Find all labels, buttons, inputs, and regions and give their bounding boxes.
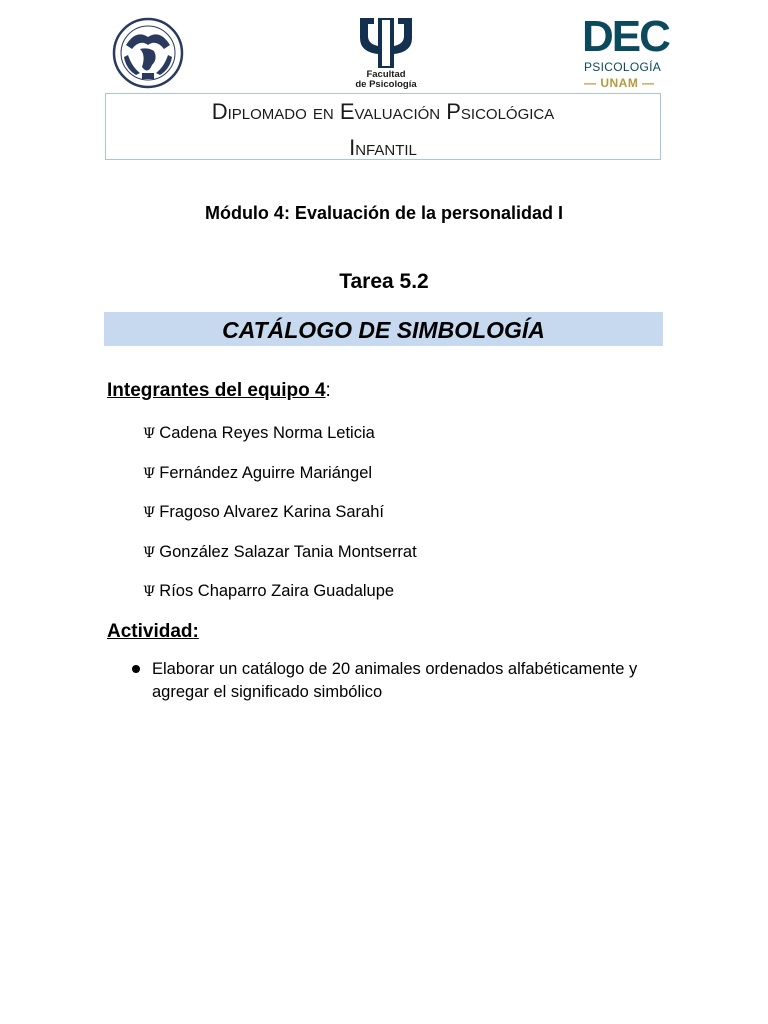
- catalog-banner: CATÁLOGO DE SIMBOLOGÍA: [104, 312, 663, 346]
- dec-wordmark: DEC: [582, 12, 669, 61]
- team-heading-label: Integrantes del equipo 4: [107, 380, 326, 401]
- psi-bullet-icon: Ψ: [143, 465, 156, 482]
- team-members-list: [143, 422, 417, 620]
- psi-bullet-icon: Ψ: [143, 584, 156, 600]
- psi-bullet-icon: Ψ: [143, 544, 156, 561]
- title-line-2: Infantil: [349, 135, 417, 160]
- dec-psicologia-label: PSICOLOGÍA: [584, 60, 662, 74]
- module-heading: Módulo 4: Evaluación de la personalidad I: [204, 203, 564, 223]
- member-name: Fernández Aguirre Mariángel: [159, 463, 373, 482]
- task-heading: Tarea 5.2: [339, 270, 429, 293]
- unam-seal-logo: [112, 15, 184, 91]
- member-name: Ríos Chaparro Zaira Guadalupe: [159, 582, 395, 600]
- bullet-dot-icon: [132, 665, 140, 673]
- activity-heading: [107, 621, 199, 643]
- psi-bullet-icon: Ψ: [143, 505, 156, 521]
- member-name: González Salazar Tania Montserrat: [159, 542, 417, 561]
- activity-item: [132, 658, 672, 704]
- list-item: [143, 541, 417, 581]
- list-item: [143, 462, 417, 502]
- member-name: Fragoso Alvarez Karina Sarahí: [159, 503, 384, 521]
- psicologia-label: de Psicología: [355, 79, 417, 90]
- team-heading: [107, 380, 331, 402]
- member-name: Cadena Reyes Norma Leticia: [159, 424, 375, 442]
- activity-heading-label: Actividad:: [107, 621, 199, 642]
- list-item: [143, 501, 417, 541]
- list-item: [143, 422, 417, 462]
- activity-text: Elaborar un catálogo de 20 animales ordenados alfabéticamente y agregar el significado simbólico: [152, 660, 638, 701]
- psi-bullet-icon: Ψ: [143, 426, 156, 442]
- list-item: [143, 580, 417, 620]
- diplomado-title-box: [105, 93, 661, 160]
- dec-unam-label: — UNAM —: [584, 76, 655, 90]
- facultad-label: Facultad: [366, 69, 406, 80]
- team-heading-colon: :: [325, 380, 331, 401]
- title-line-1: Diplomado en Evaluación Psicológica: [211, 99, 555, 124]
- facultad-psicologia-logo: [346, 14, 426, 92]
- dec-psicologia-logo: [582, 12, 669, 91]
